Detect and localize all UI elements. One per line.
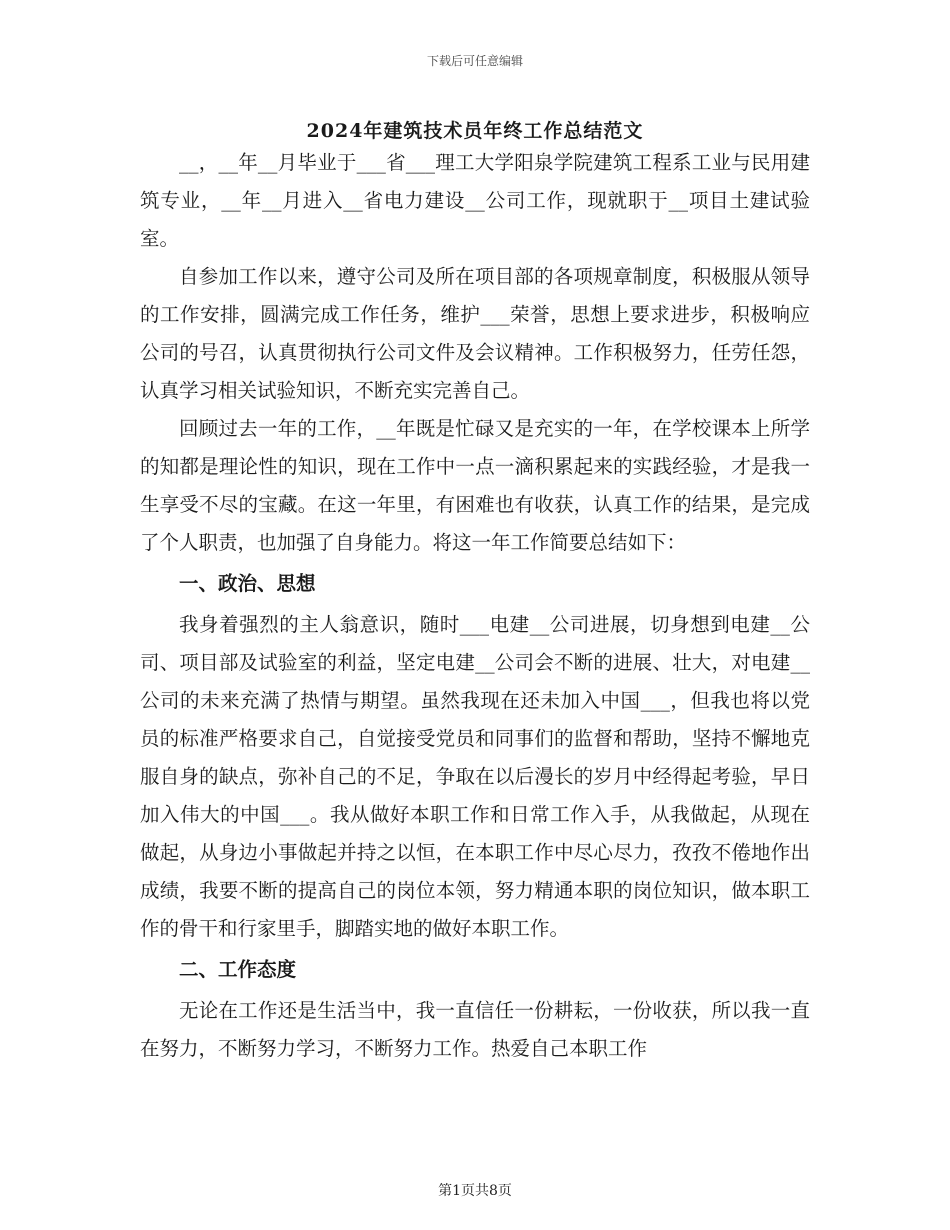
paragraph-politics: 我身着强烈的主人翁意识，随时___电建__公司进展，切身想到电建__公司、项目部及试验室的利益，坚定电建__公司会不断的进展、壮大，对电建__公司的未来充满了热情与期望。虽然我现在还未加入中国___，但我也将以党员的标准严格要求自己，自觉接受党员和同事们的监督和帮助，坚持不懈地克服自身的缺点，弥补自己的不足，争取在以后漫长的岁月中经得起考验，早日加入伟大的中国___。我从做好本职工作和日常工作入手，从我做起，从现在做起，从身边小事做起并持之以恒，在本职工作中尽心尽力，孜孜不倦地作出成绩，我要不断的提高自己的岗位本领，努力精通本职的岗位知识，做本职工作的骨干和行家里手，脚踏实地的做好本职工作。 <box>140 613 810 940</box>
section-heading-attitude: 二、工作态度 <box>179 958 297 981</box>
document-body <box>140 144 810 1068</box>
document-title: 2024年建筑技术员年终工作总结范文 <box>306 120 644 142</box>
paragraph-attitude: 无论在工作还是生活当中，我一直信任一份耕耘，一份收获，所以我一直在努力，不断努力学习，不断努力工作。热爱自己本职工作 <box>140 999 810 1060</box>
section-heading-politics: 一、政治、思想 <box>179 572 316 595</box>
header-note: 下载后可任意编辑 <box>426 54 523 68</box>
paragraph-intro: __，__年__月毕业于___省___理工大学阳泉学院建筑工程系工业与民用建筑专业，__年__月进入__省电力建设__公司工作，现就职于__项目土建试验室。 <box>140 151 810 250</box>
page-footer: 第1页共8页 <box>438 1183 512 1199</box>
paragraph-since-joining: 自参加工作以来，遵守公司及所在项目部的各项规章制度，积极服从领导的工作安排，圆满完成工作任务，维护___荣誉，思想上要求进步，积极响应公司的号召，认真贯彻执行公司文件及会议精神。工作积极努力，任劳任怨，认真学习相关试验知识，不断充实完善自己。 <box>140 265 810 402</box>
paragraph-review: 回顾过去一年的工作，__年既是忙碌又是充实的一年，在学校课本上所学的知都是理论性的知识，现在工作中一点一滴积累起来的实践经验，才是我一生享受不尽的宝藏。在这一年里，有困难也有收获，认真工作的结果，是完成了个人职责，也加强了自身能力。将这一年工作简要总结如下： <box>140 417 810 554</box>
